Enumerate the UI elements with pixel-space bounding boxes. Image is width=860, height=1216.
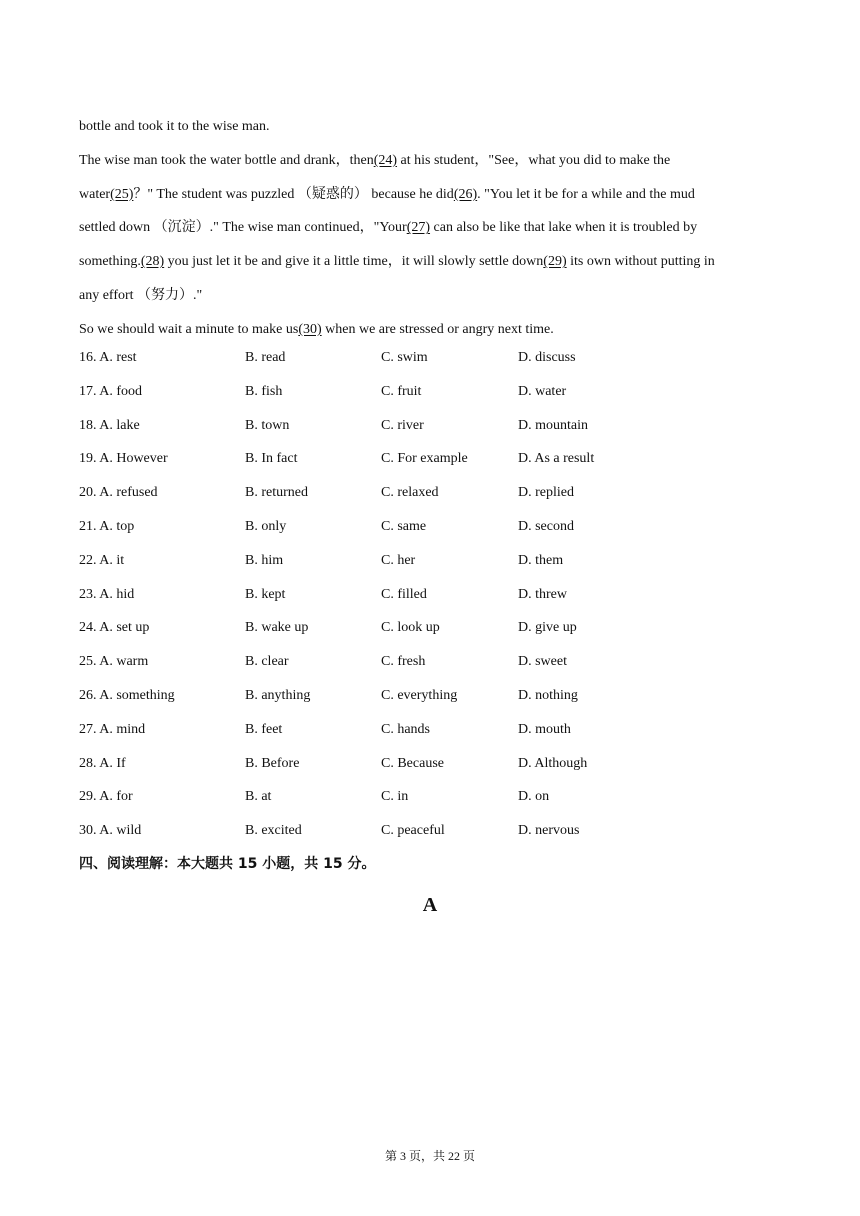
option-c: C. For example: [381, 451, 468, 467]
passage-text: settled down （沉淀）." The wise man continued，"Your: [79, 220, 407, 236]
option-d: D. mountain: [518, 417, 588, 433]
option-d: D. Although: [518, 755, 588, 771]
option-c: C. river: [381, 417, 424, 433]
passage-text: its own without putting in: [566, 254, 715, 270]
page-footer: 第 3 页，共 22 页: [384, 1149, 475, 1163]
option-b: B. only: [245, 518, 287, 534]
option-c: C. hands: [381, 721, 430, 737]
blank-number: (29): [543, 254, 567, 270]
option-b: B. him: [245, 552, 284, 568]
cloze-passage: [79, 110, 779, 347]
question-row: [79, 679, 779, 713]
option-b: B. town: [245, 417, 290, 433]
question-row: [79, 578, 779, 612]
passage-text: The wise man took the water bottle and drank，then: [79, 152, 374, 168]
option-b: B. read: [245, 350, 286, 365]
passage-text: . "You let it be for a while and the mud: [477, 186, 695, 202]
option-b: B. kept: [245, 586, 286, 602]
option-a: 28. A. If: [79, 755, 126, 771]
blank-number: (25): [110, 186, 134, 202]
option-d: D. give up: [518, 620, 577, 636]
passage-text: when we are stressed or angry next time.: [321, 321, 554, 337]
question-row: [79, 510, 779, 544]
blank-number: (30): [298, 321, 322, 337]
option-b: B. returned: [245, 485, 308, 501]
option-b: B. fish: [245, 383, 283, 399]
option-d: D. second: [518, 518, 574, 534]
option-b: B. at: [245, 789, 272, 805]
passage-line: [79, 110, 779, 144]
option-c: C. peaceful: [381, 823, 445, 839]
passage-text: bottle and took it to the wise man.: [79, 119, 270, 134]
question-row: [79, 476, 779, 510]
question-row: [79, 442, 779, 476]
answer-options-list: [79, 341, 779, 848]
question-row: [79, 544, 779, 578]
passage-text: something.: [79, 254, 141, 270]
option-c: C. look up: [381, 620, 440, 636]
blank-number: (28): [140, 254, 165, 270]
question-row: [79, 780, 779, 814]
option-a: 29. A. for: [79, 789, 133, 805]
passage-text: water: [79, 186, 111, 202]
passage-line: [79, 178, 779, 212]
option-c: C. Because: [381, 755, 444, 771]
option-c: C. her: [381, 552, 416, 568]
option-d: D. As a result: [518, 451, 595, 467]
option-a: 24. A. set up: [79, 620, 150, 636]
question-row: [79, 814, 779, 848]
option-a: 19. A. However: [79, 451, 168, 467]
option-b: B. In fact: [245, 451, 298, 467]
option-a: 18. A. lake: [79, 417, 140, 433]
option-b: B. wake up: [245, 620, 309, 636]
option-a: 22. A. it: [79, 552, 125, 568]
option-a: 30. A. wild: [79, 823, 142, 839]
option-c: C. relaxed: [381, 485, 439, 501]
option-c: C. same: [381, 518, 427, 534]
question-row: [79, 611, 779, 645]
passage-text: So we should wait a minute to make us: [79, 321, 299, 337]
question-row: [79, 409, 779, 443]
part-title: A: [422, 894, 438, 916]
question-row: [79, 375, 779, 409]
option-c: C. fruit: [381, 383, 422, 399]
section-header: 四、阅读理解：本大题共 15 小题，共 15 分。: [79, 856, 376, 872]
option-d: D. sweet: [518, 654, 567, 670]
option-b: B. clear: [245, 654, 289, 670]
option-b: B. anything: [245, 687, 311, 703]
question-row: [79, 713, 779, 747]
option-b: B. excited: [245, 823, 302, 839]
option-a: 23. A. hid: [79, 586, 135, 602]
option-c: C. everything: [381, 687, 458, 703]
option-a: 25. A. warm: [79, 654, 149, 670]
option-a: 17. A. food: [79, 383, 142, 399]
passage-text: you just let it be and give it a little time，it will slowly settle down: [164, 254, 544, 270]
option-d: D. threw: [518, 586, 567, 602]
passage-line: [79, 279, 779, 313]
option-a: 20. A. refused: [79, 485, 158, 501]
passage-text: ？" The student was puzzled （疑惑的） because he did: [133, 186, 454, 202]
option-c: C. in: [381, 789, 409, 805]
option-a: 27. A. mind: [79, 721, 146, 737]
option-d: D. water: [518, 383, 567, 399]
option-d: D. nervous: [518, 823, 580, 839]
option-c: C. filled: [381, 586, 427, 602]
option-c: C. swim: [381, 350, 428, 365]
passage-text: at his student，"See，what you did to make the: [397, 152, 671, 168]
option-a: 16. A. rest: [79, 350, 137, 365]
option-d: D. nothing: [518, 687, 578, 703]
blank-number: (27): [406, 220, 431, 236]
option-d: D. mouth: [518, 721, 571, 737]
passage-text: any effort （努力）.": [79, 287, 203, 303]
option-b: B. feet: [245, 721, 283, 737]
option-a: 21. A. top: [79, 518, 135, 534]
blank-number: (24): [373, 152, 398, 168]
option-c: C. fresh: [381, 654, 426, 670]
option-d: D. discuss: [518, 350, 576, 365]
option-a: 26. A. something: [79, 687, 175, 703]
passage-text: can also be like that lake when it is troubled by: [430, 220, 698, 236]
blank-number: (26): [453, 186, 478, 202]
question-row: [79, 341, 779, 375]
passage-line: [79, 211, 779, 245]
option-d: D. them: [518, 552, 564, 568]
option-d: D. replied: [518, 485, 574, 501]
question-row: [79, 645, 779, 679]
option-b: B. Before: [245, 755, 300, 771]
passage-line: [79, 144, 779, 178]
passage-line: [79, 245, 779, 279]
option-d: D. on: [518, 789, 550, 805]
question-row: [79, 747, 779, 781]
